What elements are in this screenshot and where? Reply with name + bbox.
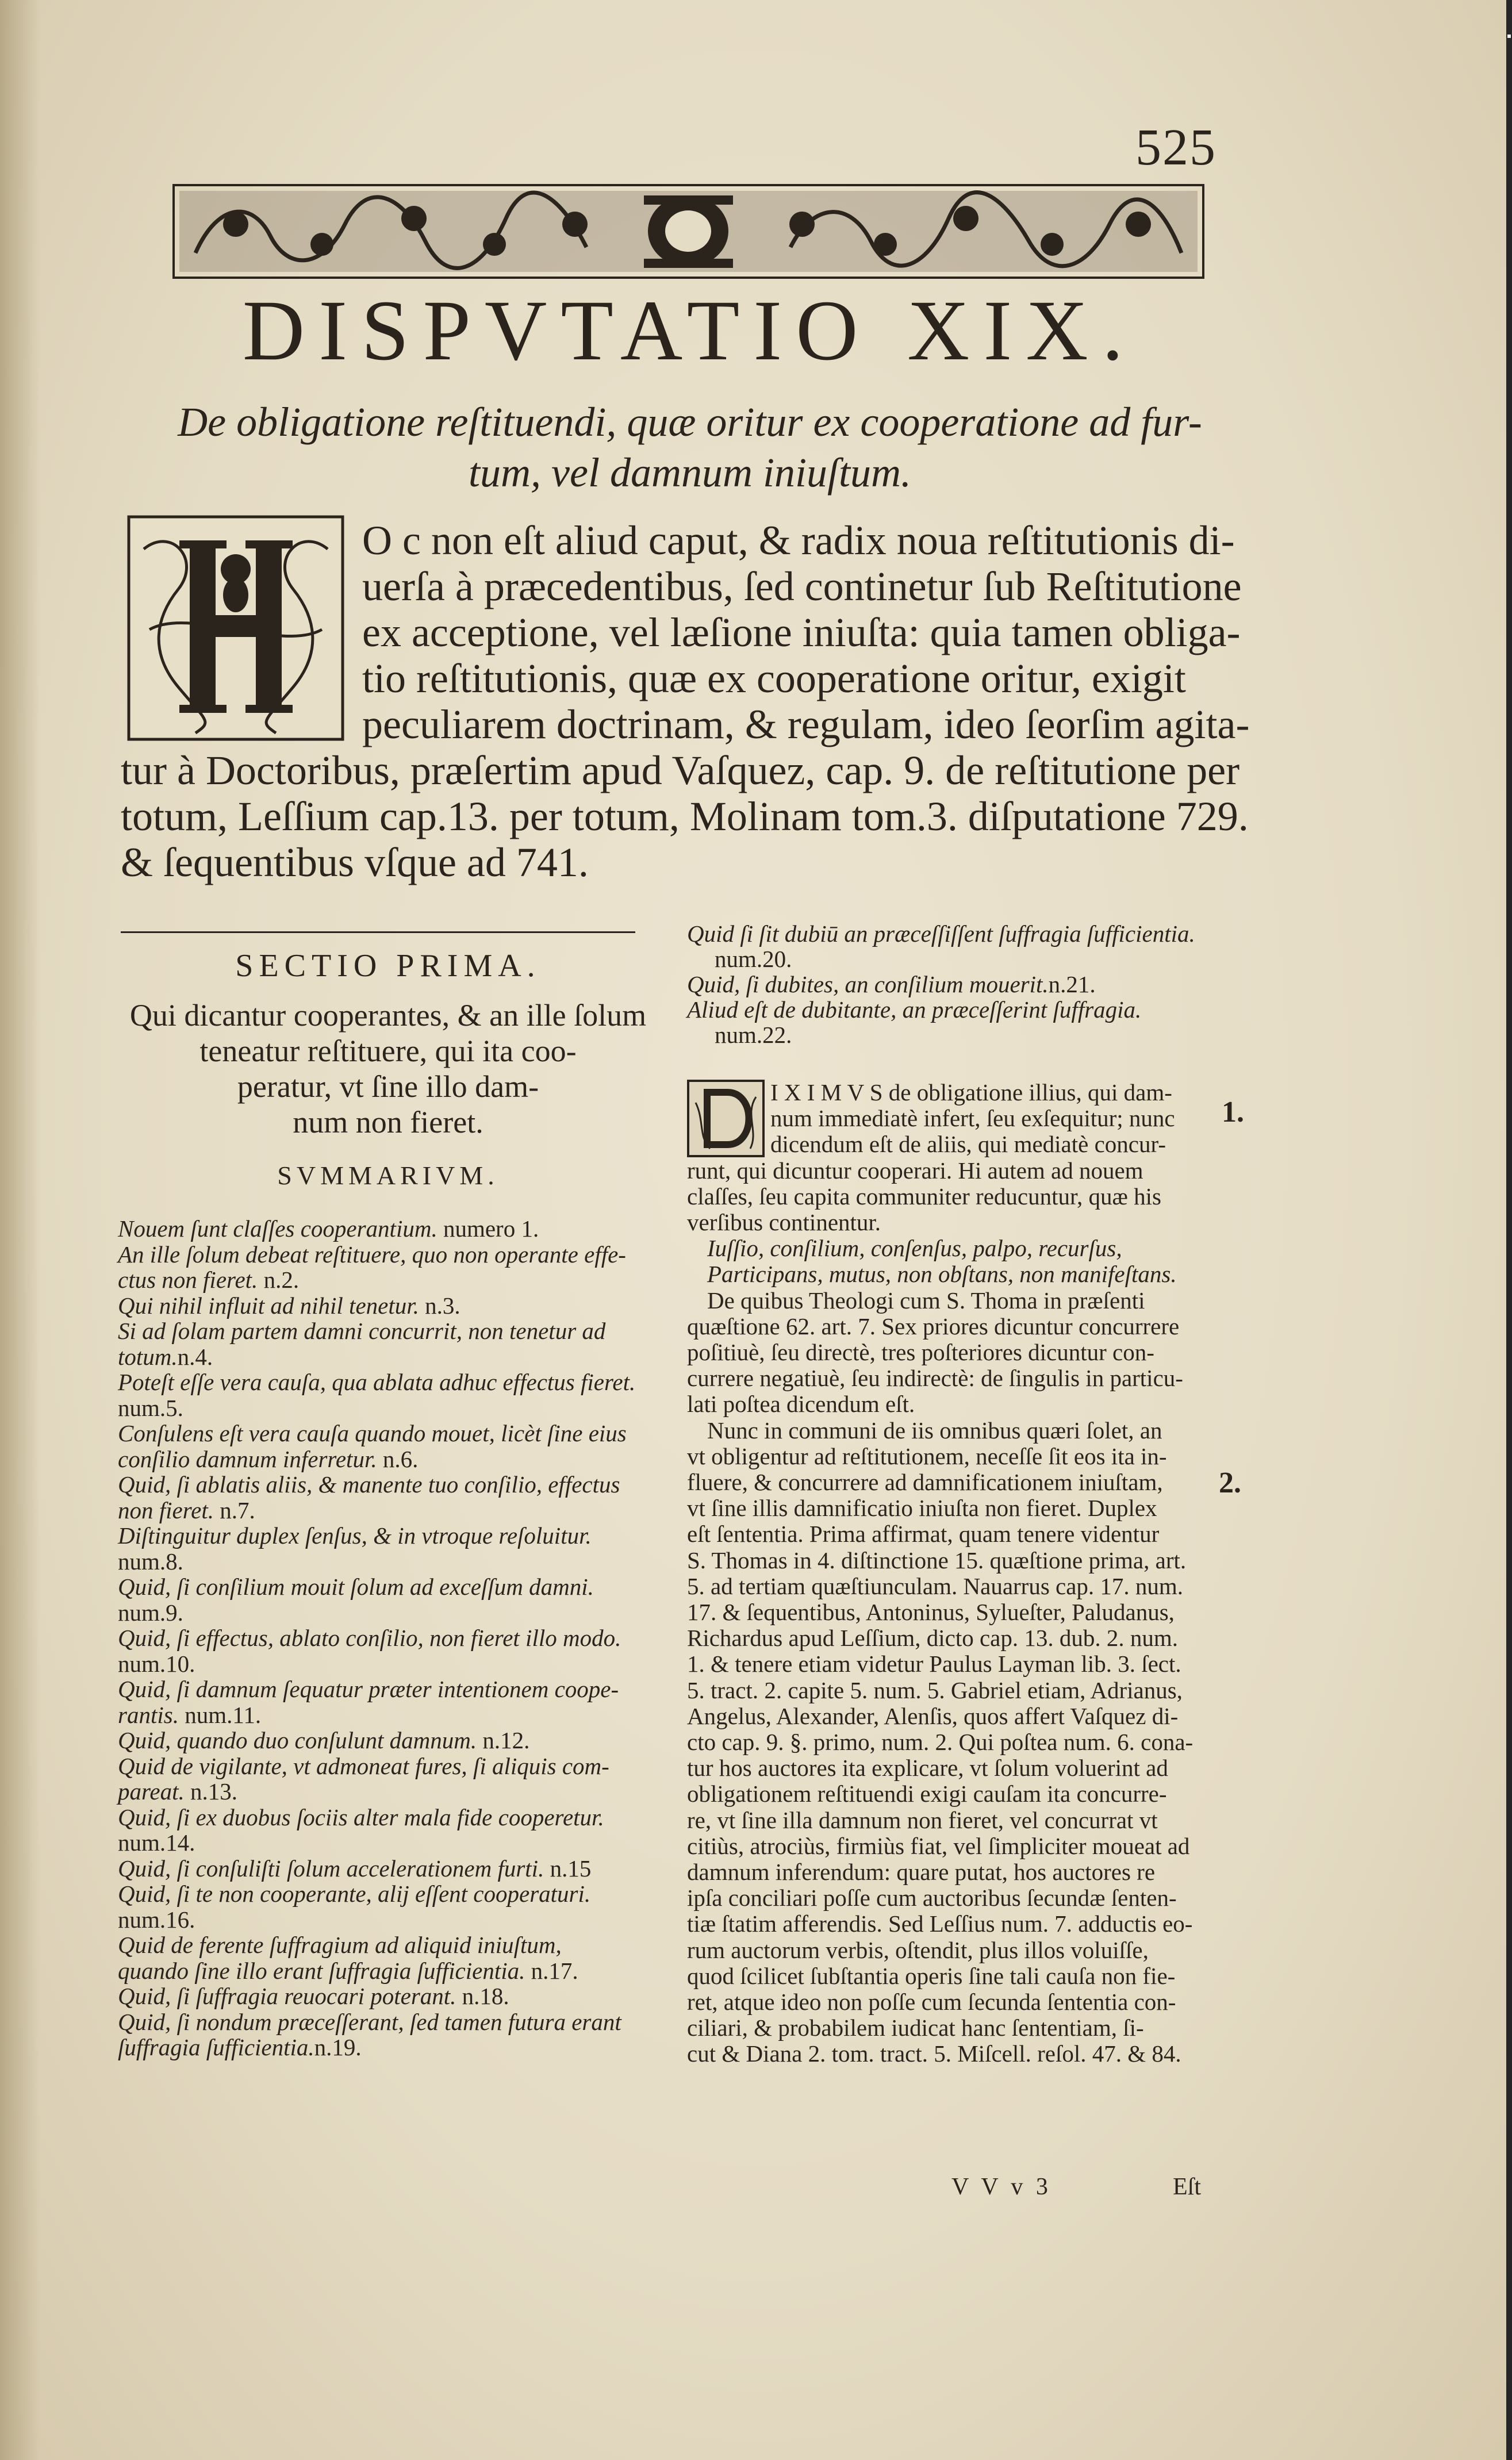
summary-text: Conſulens eſt vera cauſa quando mouet, licèt ſine eius	[118, 1420, 627, 1446]
summary-line	[118, 1676, 619, 1702]
summary-text: Quid, ſi ablatis aliis, & manente tuo conſilio, effectus	[118, 1471, 620, 1498]
summary-line	[715, 946, 792, 972]
summary-text: Nouem ſunt claſſes cooperantium.	[118, 1215, 438, 1242]
body-line: runt, qui dicuntur cooperari. Hi autem ad nouem	[687, 1157, 1143, 1184]
summary-text: Qui nihil influit ad nihil tenetur.	[118, 1292, 419, 1319]
summary-ref: num.16.	[118, 1906, 195, 1933]
summary-line	[118, 1421, 627, 1446]
summary-line	[118, 1498, 255, 1523]
summary-line	[118, 1932, 562, 1958]
summary-line	[118, 1881, 590, 1906]
summary-ref: n.18.	[456, 1983, 509, 2009]
summary-line	[118, 1651, 195, 1676]
body-line: damnum inferendum: quare putat, hos auctores re	[687, 1859, 1156, 1885]
summary-line	[118, 2035, 362, 2060]
summary-ref: num.10.	[118, 1650, 195, 1677]
summary-text: rantis.	[118, 1701, 179, 1728]
folio-number: 525	[1135, 119, 1216, 176]
summary-text: Quid, ſi ſuffragia reuocari poterant.	[118, 1983, 456, 2009]
intro-line: peculiarem doctrinam, & regulam, ideo ſeorſim agita-	[362, 701, 1250, 747]
summary-line	[118, 1779, 237, 1804]
summary-text: Aliud eſt de dubitante, an præceſſerint ſuffragia.	[687, 996, 1142, 1023]
gutter-shadow	[0, 0, 40, 2460]
summary-line	[118, 1600, 183, 1625]
summary-ref: n.12.	[477, 1727, 530, 1753]
body-line: ret, atque ideo non poſſe cum ſecunda ſententia con-	[687, 1989, 1176, 2015]
summary-text: quando ſine illo erant ſuffragia ſufficientia.	[118, 1957, 525, 1984]
body-line: cto cap. 9. §. primo, num. 2. Qui poſtea num. 6. cona-	[687, 1729, 1194, 1755]
summary-line	[118, 1549, 183, 1574]
disputation-subtitle: De obligatione reſtituendi, quæ oritur ex cooperatione ad fur- tum, vel damnum iniuſtum.	[178, 399, 1202, 496]
summary-line	[118, 1446, 418, 1472]
summary-text: Quid ſi ſit dubiū an præceſſiſſent ſuffragia ſufficientia.	[687, 920, 1195, 947]
summary-line	[118, 1702, 261, 1728]
intro-line: & ſequentibus vſque ad 741.	[121, 839, 589, 885]
body-line: 1. & tenere etiam videtur Paulus Layman lib. 3. ſect.	[687, 1651, 1181, 1678]
decorated-initial-h	[126, 515, 345, 742]
summary-line	[118, 1574, 594, 1599]
summary-line	[687, 997, 1141, 1022]
body-line: 5. ad tertiam quæſtiunculam. Nauarrus cap. 17. num.	[687, 1572, 1184, 1599]
summary-text: Quid, ſi dubites, an conſilium mouerit.	[687, 971, 1049, 997]
body-line: Angelus, Alexander, Alenſis, quos affert Vaſquez di-	[687, 1702, 1179, 1729]
intro-line: tur à Doctoribus, præſertim apud Vaſquez, cap. 9. de reſtitutione per	[121, 747, 1240, 793]
intro-line: tio reſtitutionis, quæ ex cooperatione oritur, exigit	[362, 655, 1186, 701]
decorated-initial-d	[687, 1080, 765, 1157]
summary-text: Quid de ferente ſuffragium ad aliquid iniuſtum,	[118, 1932, 562, 1958]
body-line: De quibus Theologi cum S. Thoma in præſenti	[707, 1287, 1145, 1314]
summary-text: Poteſt eſſe vera cauſa, qua ablata adhuc effectus fieret.	[118, 1369, 636, 1395]
summary-text: ſuffragia ſufficientia.	[118, 2034, 314, 2060]
body-line: eſt ſententia. Prima affirmat, quam tenere videntur	[687, 1521, 1160, 1548]
summary-line	[687, 972, 1096, 997]
summary-text: conſilio damnum inferretur.	[118, 1445, 377, 1472]
intro-line: totum, Leſſium cap.13. per totum, Molinam tom.3. diſputatione 729.	[121, 793, 1249, 839]
signature-mark: V V v 3	[951, 2174, 1052, 2200]
body-line: ipſa conciliari poſſe cum auctoribus ſecundæ ſenten-	[687, 1885, 1177, 1912]
summary-line	[118, 1369, 635, 1395]
body-line: verſibus continentur.	[687, 1209, 881, 1235]
summary-ref: num.8.	[118, 1548, 183, 1575]
summary-line	[118, 1625, 621, 1651]
body-line: citiùs, atrociùs, firmiùs fiat, vel ſimpliciter moueat ad	[687, 1832, 1190, 1859]
body-line: Participans, mutus, non obſtans, non manifeſtans.	[707, 1261, 1177, 1288]
summary-ref: num.11.	[178, 1701, 262, 1728]
summary-text: Quid, ſi conſuliſti ſolum accelerationem furti.	[118, 1855, 544, 1882]
summary-line	[687, 921, 1195, 946]
body-line: cut & Diana 2. tom. tract. 5. Miſcell. reſol. 47. & 84.	[687, 2040, 1181, 2067]
body-line: dicendum eſt de aliis, qui mediatè concur-	[770, 1131, 1166, 1158]
summary-line	[118, 1293, 460, 1318]
summary-line	[118, 1856, 591, 1881]
summary-line	[118, 1523, 592, 1548]
summary-ref: n.21.	[1048, 971, 1096, 997]
body-line: rum auctorum verbis, oſtendit, plus illos voluiſſe,	[687, 1936, 1149, 1963]
body-line: Nunc in communi de iis omnibus quæri ſolet, an	[707, 1417, 1162, 1444]
summary-ref: num.9.	[118, 1599, 183, 1626]
summary-ref: n.2.	[258, 1267, 300, 1293]
summary-ref: n.7.	[214, 1496, 255, 1523]
summary-text: Quid, ſi conſilium mouit ſolum ad exceſſum damni.	[118, 1574, 594, 1600]
summary-ref: numero 1.	[437, 1215, 539, 1242]
body-line: tiæ ſtatim afferendis. Sed Leſſius num. 7. adductis eo-	[687, 1910, 1193, 1937]
body-line: fluere, & concurrere ad damnificationem iniuſtam,	[687, 1469, 1163, 1495]
section-heading: SECTIO PRIMA.	[235, 948, 541, 984]
body-line: I X I M V S de obligatione illius, qui dam-	[770, 1079, 1172, 1106]
summary-ref: n.19.	[314, 2034, 362, 2060]
summary-text: Quid, ſi ex duobus ſociis alter mala fide cooperetur.	[118, 1803, 604, 1830]
summary-text: pareat.	[118, 1778, 185, 1805]
summary-ref: num.14.	[118, 1829, 195, 1856]
catchword: Eſt	[1173, 2174, 1201, 2200]
summary-line	[118, 1216, 539, 1241]
summarium-heading: SVMMARIVM.	[277, 1161, 499, 1190]
body-line: vt ſine illis damnificatio iniuſta non fieret. Duplex	[687, 1495, 1157, 1522]
body-line: poſitiuè, ſeu directè, tres poſteriores dicuntur con-	[687, 1339, 1154, 1365]
summary-line	[118, 1753, 609, 1779]
headpiece-ornament	[172, 184, 1204, 279]
summary-ref: n.3.	[419, 1292, 460, 1319]
section-question: Qui dicantur cooperantes, & an ille ſolum teneatur reſtituere, qui ita coo- peratur, vt ſine illo dam- num non fieret.	[129, 998, 647, 1139]
summary-text: Si ad ſolam partem damni concurrit, non tenetur ad	[118, 1318, 606, 1344]
body-line: S. Thomas in 4. diſtinctione 15. quæſtione prima, art.	[687, 1546, 1187, 1574]
body-line: claſſes, ſeu capita communiter reducuntur, quæ his	[687, 1183, 1161, 1210]
summary-ref: n.15	[544, 1855, 592, 1882]
body-line: ciliari, & probabilem iudicat hanc ſententiam, ſi-	[687, 2014, 1144, 2041]
summary-line	[118, 1907, 195, 1932]
body-line: 5. tract. 2. capite 5. num. 5. Gabriel etiam, Adrianus,	[687, 1676, 1183, 1703]
summary-line	[118, 1472, 620, 1497]
summary-text: totum.	[118, 1343, 178, 1370]
summary-ref: n.17.	[525, 1957, 578, 1984]
summary-line	[118, 1318, 605, 1344]
body-line: obligationem reſtituendi exigi cauſam ita concurre-	[687, 1780, 1167, 1807]
body-line: vt obligentur ad reſtitutionem, neceſſe ſit eos ita in-	[687, 1442, 1167, 1469]
summary-line	[118, 1958, 578, 1983]
summary-line	[118, 1805, 604, 1830]
intro-line: O c non eſt aliud caput, & radix noua reſtitutionis di-	[362, 517, 1235, 563]
summary-text: non fieret.	[118, 1496, 214, 1523]
summary-text: Quid, ſi damnum ſequatur præter intentionem coope-	[118, 1676, 619, 1702]
summary-text: ctus non fieret.	[118, 1267, 258, 1293]
summary-line	[118, 1242, 626, 1267]
summary-line	[118, 1830, 195, 1855]
summary-text: Quid, ſi te non cooperante, alij eſſent cooperaturi.	[118, 1881, 591, 1907]
summary-ref: n.13.	[184, 1778, 238, 1805]
summary-ref: n.6.	[377, 1445, 419, 1472]
summary-text: Quid, quando duo conſulunt damnum.	[118, 1727, 477, 1753]
intro-line: uerſa à præcedentibus, ſed continetur ſub Reſtitutione	[362, 563, 1242, 609]
body-line: quod ſcilicet ſubſtantia operis ſine tali cauſa non fie-	[687, 1962, 1176, 1989]
body-line: quæſtione 62. art. 7. Sex priores dicuntur concurrere	[687, 1312, 1180, 1340]
summary-text: Quid, ſi effectus, ablato conſilio, non fieret illo modo.	[118, 1625, 621, 1651]
summary-text: An ille ſolum debeat reſtituere, quo non operante effe-	[118, 1241, 626, 1268]
body-line: num immediatè infert, ſeu exſequitur; nunc	[770, 1105, 1175, 1132]
summary-line	[118, 1344, 213, 1369]
body-line: 17. & ſequentibus, Antoninus, Sylueſter, Paludanus,	[687, 1599, 1175, 1625]
summary-line	[118, 1395, 183, 1421]
summary-ref: num.22.	[715, 1022, 792, 1048]
body-line: tur hos auctores ita explicare, vt ſolum voluerint ad	[687, 1755, 1168, 1782]
summary-text: Diſtinguitur duplex ſenſus, & in vtroque reſoluitur.	[118, 1522, 592, 1549]
body-line: Richardus apud Leſſium, dicto cap. 13. dub. 2. num.	[687, 1625, 1179, 1652]
body-line: lati poſtea dicendum eſt.	[687, 1391, 915, 1418]
summary-ref: num.5.	[118, 1394, 183, 1421]
body-line: currere negatiuè, ſeu indirectè: de ſingulis in particu-	[687, 1365, 1183, 1392]
scan-edge-strip	[1506, 0, 1512, 2460]
summary-ref: n.4.	[177, 1343, 213, 1370]
margin-number: 1.	[1222, 1096, 1244, 1129]
summary-ref: num.20.	[715, 946, 792, 972]
disputation-title: DISPVTATIO XIX.	[242, 283, 1138, 378]
summary-line	[118, 1983, 509, 2009]
intro-line: ex acceptione, vel læſione iniuſta: quia tamen obliga-	[362, 609, 1241, 655]
body-line: Iuſſio, conſilium, conſenſus, palpo, recurſus,	[707, 1235, 1122, 1262]
section-rule	[121, 931, 635, 933]
body-line: re, vt ſine illa damnum non fieret, vel concurrat vt	[687, 1806, 1158, 1833]
summary-line	[118, 1728, 529, 1753]
summary-line	[118, 1267, 299, 1292]
margin-number: 2.	[1219, 1467, 1241, 1499]
summary-text: Quid, ſi nondum præceſſerant, ſed tamen futura erant	[118, 2008, 621, 2035]
summary-line	[118, 2009, 621, 2035]
summary-text: Quid de vigilante, vt admoneat fures, ſi aliquis com-	[118, 1752, 609, 1779]
summary-line	[715, 1022, 792, 1047]
